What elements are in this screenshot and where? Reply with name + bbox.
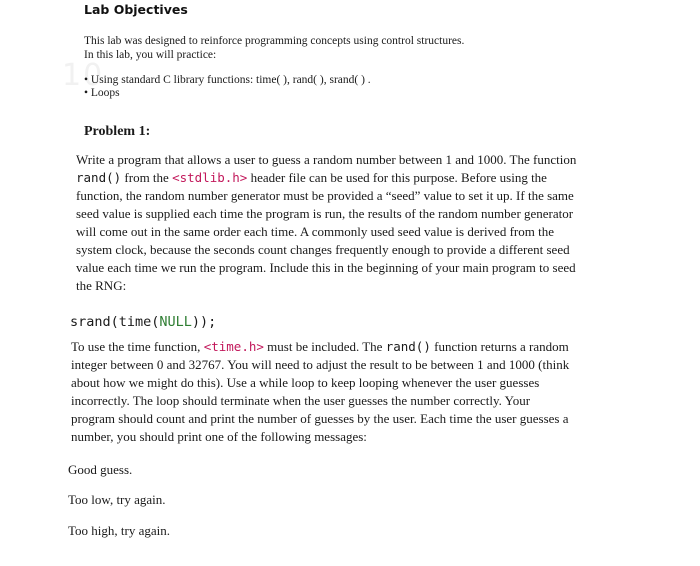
message-good-guess: Good guess. (68, 462, 133, 477)
text-line: integer between 0 and 32767. You will need to adjust the result to be between 1 and 1000 (think (71, 357, 570, 372)
intro-line: In this lab, you will practice: (84, 49, 217, 61)
text-line: value each time we run the program. Include this in the beginning of your main program to seed (76, 260, 576, 275)
text-fragment: To use the time function, (71, 339, 204, 354)
message-too-high: Too high, try again. (68, 523, 170, 538)
watermark: 10 (62, 58, 105, 93)
text-line: about how we might do this). Use a while loop to keep looping whenever the user guesses (71, 375, 540, 390)
text-line: system clock, because the seconds count changes frequently enough to provide a different seed (76, 242, 570, 257)
text-line (76, 169, 618, 187)
text-fragment: must be included. The (263, 339, 386, 354)
text-fragment: header file can be used for this purpose. Before using the (247, 170, 547, 185)
intro-line: This lab was designed to reinforce programming concepts using control structures. (84, 35, 465, 47)
code-rand: rand() (76, 170, 122, 185)
message-too-low: Too low, try again. (68, 492, 166, 507)
code-stdlib-header: <stdlib.h> (172, 170, 248, 185)
problem-title: Problem 1: (84, 124, 151, 139)
text-line: incorrectly. The loop should terminate when the user guesses the number correctly. Your (71, 393, 531, 408)
text-line: number, you should print one of the following messages: (71, 429, 367, 444)
list-item: • Loops (84, 87, 120, 99)
code-rand: rand() (385, 339, 431, 354)
text-fragment: function returns a random (430, 339, 569, 354)
code-fragment: )); (191, 314, 217, 330)
code-fragment: srand(time( (70, 314, 160, 330)
problem-description (76, 151, 618, 295)
intro-text (84, 34, 464, 62)
text-line: seed value is supplied each time the program is run, the results of the random number generator (76, 206, 574, 221)
list-item: • Using standard C library functions: time( ), rand( ), srand( ) . (84, 74, 371, 86)
text-line: the RNG: (76, 278, 127, 293)
code-time-header: <time.h> (203, 339, 264, 354)
text-line: Write a program that allows a user to guess a random number between 1 and 1000. The function (76, 152, 577, 167)
instructions-text (71, 338, 616, 446)
text-line: will come out in the same order each time. A commonly used seed value is derived from the (76, 224, 554, 239)
text-line: function, the random number generator must be provided a “seed” value to set it up. If the same (76, 188, 574, 203)
text-line (71, 338, 616, 356)
objectives-list (84, 74, 371, 100)
lab-objectives-heading: Lab Objectives (84, 2, 188, 17)
text-line: program should count and print the number of guesses by the user. Each time the user guesses a (71, 411, 569, 426)
text-fragment: from the (121, 170, 173, 185)
srand-code-snippet (70, 314, 216, 330)
code-null-keyword: NULL (159, 314, 192, 330)
